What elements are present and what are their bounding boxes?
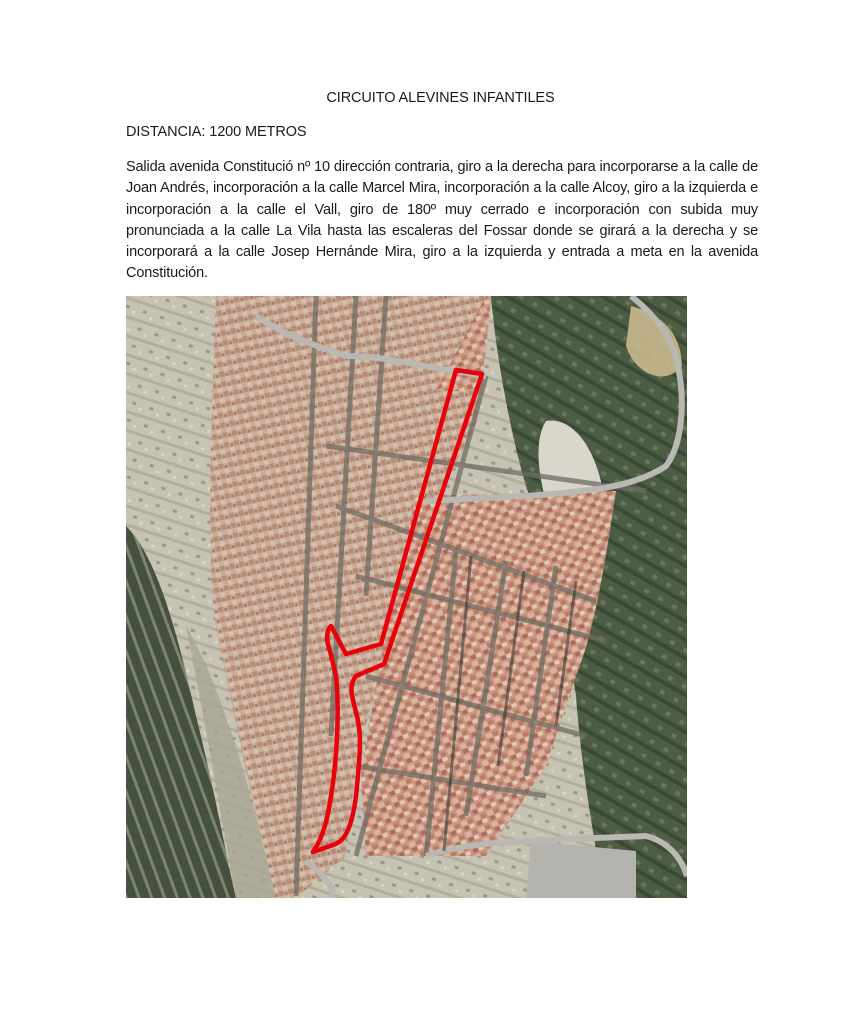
aerial-map-image (126, 296, 687, 898)
document-title: CIRCUITO ALEVINES INFANTILES (326, 90, 555, 106)
route-description: Salida avenida Constitució nº 10 dirección contraria, giro a la derecha para incorporarse a la calle de Joan Andrés, incorporación a la calle Marcel Mira, incorporación a la calle Alcoy, giro a la izquierda e incorporación a la calle el Vall, giro de 180º muy cerrado e incorporación con subida muy pronunciada a la calle La Vila hasta las escaleras del Fossar donde se girará a la derecha y se incorporará a la calle Josep Hernánde Mira, giro a la izquierda y entrada a meta en la avenida Constitución. (126, 159, 758, 282)
route-aerial-map (126, 296, 687, 898)
southeast-lot (526, 841, 636, 898)
distance-label: DISTANCIA: 1200 METROS (126, 124, 307, 140)
